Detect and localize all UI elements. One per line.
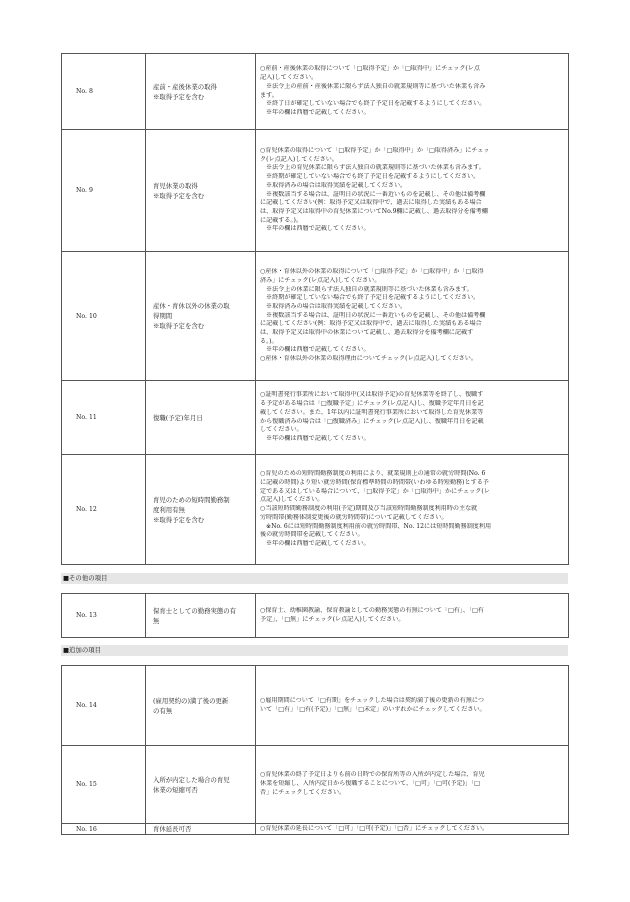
item-description: ○育児のための短時間勤務制度の利用により、就業規則上の通常の就労時間(No. 6 に記載の時間)より短い就労時間(保育標準時間の時間帯(いわゆる時短勤務)とする予 定である又はしている場合について、「□取得予定」か「□取得中」かにチェック(レ 点記入)してください。 ○当該短時間勤務制度の利用(予定)期間及び当該短時間勤務制度利用時の主な就 労時間帯(勤務体制変更後の就労時間帯)について記載してください。 ※No. 6には短時間勤務制度利用前の就労時間帯、No. 12には短時間勤務制度利用 後の就労時間帯を記載してください。 ※年の欄は西暦で記載してください。 [256, 455, 569, 565]
item-description: ○育児休業の取得について「□取得予定」か「□取得中」か「□取得済み」にチェッ ク(レ点記入)してください。 ※法令上の育児休業に限らず法人独自の就業規則等に基づいた休業も含みます。 ※終期が確定していない場合でも終了予定日を記載するようにしてください。 ※取得済みの場合は取得実績を記載してください。 ※複数該当する場合は、証明日の状況に一番近いものを記載し、その他は備考欄 に記載してください(例：取得予定又は取得中で、過去に取得した実績もある場合 は、取得予定又は取得中の育児休業についてNo.9欄に記載し、過去取得分を備考欄 に記載する。)。 ※年の欄は西暦で記載してください。 [256, 130, 569, 252]
item-description: ○証明書発行事業所において取得中(又は取得予定)の育児休業等を終了し、復職す る予定がある場合は「□復職予定」にチェック(レ点記入)し、復職予定年月日を記 載してください。また、1年以内に証明書発行事業所において取得した育児休業等 から復職済みの場合は「□復職済み」にチェック(レ点記入)し、復職年月日を記載 してください。 ※年の欄は西暦で記載してください。 [256, 381, 569, 455]
section-header-other: ■その他の項目 [61, 573, 568, 584]
table-row [62, 130, 569, 252]
item-number: No. 12 [62, 455, 146, 565]
item-name: 保育士としての勤務実態の有 無 [146, 594, 256, 638]
item-number: No. 11 [62, 381, 146, 455]
added-items-table [61, 665, 569, 835]
table-row [62, 381, 569, 455]
item-description: ○育児休業の終了予定日よりも前の日時での保育所等の入所が内定した場合、育児 休業を短縮し、入所内定日から復職することについて、「□可」「□可(予定)」「□ 否」にチェックしてください。 [256, 746, 569, 824]
item-name: 育児休業の取得 ※取得予定を含む [146, 130, 256, 252]
item-number: No. 14 [62, 666, 146, 746]
item-number: No. 15 [62, 746, 146, 824]
item-number: No. 16 [62, 824, 146, 835]
item-name: 育児のための短時間勤務制 度利用有無 ※取得予定を含む [146, 455, 256, 565]
table-row [62, 594, 569, 638]
table-row [62, 455, 569, 565]
item-number: No. 13 [62, 594, 146, 638]
item-number: No. 8 [62, 54, 146, 130]
item-name: 産休・育休以外の休業の取 得期間 ※取得予定を含む [146, 252, 256, 381]
table-row [62, 252, 569, 381]
table-row [62, 54, 569, 130]
table-row [62, 824, 569, 835]
table-row [62, 666, 569, 746]
item-description: ○産休・育休以外の休業の取得について「□取得予定」か「□取得中」か「□取得 済み」にチェック(レ点記入)してください。 ※法令上の休業に限らず法人独自の就業規則等に基づいた休業も含みます。 ※終期が確定していない場合でも終了予定日を記載するようにしてください。 ※取得済みの場合は取得実績を記載してください。 ※複数該当する場合は、証明日の状況に一番近いものを記載し、その他は備考欄 に記載してください(例：取得予定又は取得中で、過去に取得した実績もある場合 は、取得予定又は取得中の休業について記載し、過去取得分を備考欄に記載す る。)。 ※年の欄は西暦で記載してください。 ○産休・育休以外の休業の取得理由についてチェック(レ点記入)してください。 [256, 252, 569, 381]
item-description: ○産前・産後休業の取得について「□取得予定」か「□取得中」にチェック(レ点 記入)してください。 ※法令上の産前・産後休業に限らず法人独自の就業規則等に基づいた休業も含み ます。 ※終了日が確定していない場合でも終了予定日を記載するようにしてください。 ※年の欄は西暦で記載してください。 [256, 54, 569, 130]
item-description: ○育児休業の延長について「□可」「□可(予定)」「□否」にチェックしてください。 [256, 824, 569, 835]
item-number: No. 9 [62, 130, 146, 252]
other-items-table [61, 593, 569, 638]
item-name: (雇用契約の)満了後の更新 の有無 [146, 666, 256, 746]
item-description: ○雇用期間について「□有期」をチェックした場合は契約満了後の更新の有無につ いて「□有」「□有(予定)」「□無」「□未定」のいずれかにチェックしてください。 [256, 666, 569, 746]
item-number: No. 10 [62, 252, 146, 381]
item-name: 入所が内定した場合の育児 休業の短縮可否 [146, 746, 256, 824]
item-description: ○保育士、幼稚園教諭、保育教諭としての勤務実態の有無について「□有」、「□有 予定」、「□無」にチェック(レ点記入)してください。 [256, 594, 569, 638]
item-name: 育休延長可否 [146, 824, 256, 835]
table-row [62, 746, 569, 824]
item-name: 復職(予定)年月日 [146, 381, 256, 455]
section-header-added: ■追加の項目 [61, 645, 568, 656]
item-name: 産前・産後休業の取得 ※取得予定を含む [146, 54, 256, 130]
main-items-table [61, 53, 569, 565]
